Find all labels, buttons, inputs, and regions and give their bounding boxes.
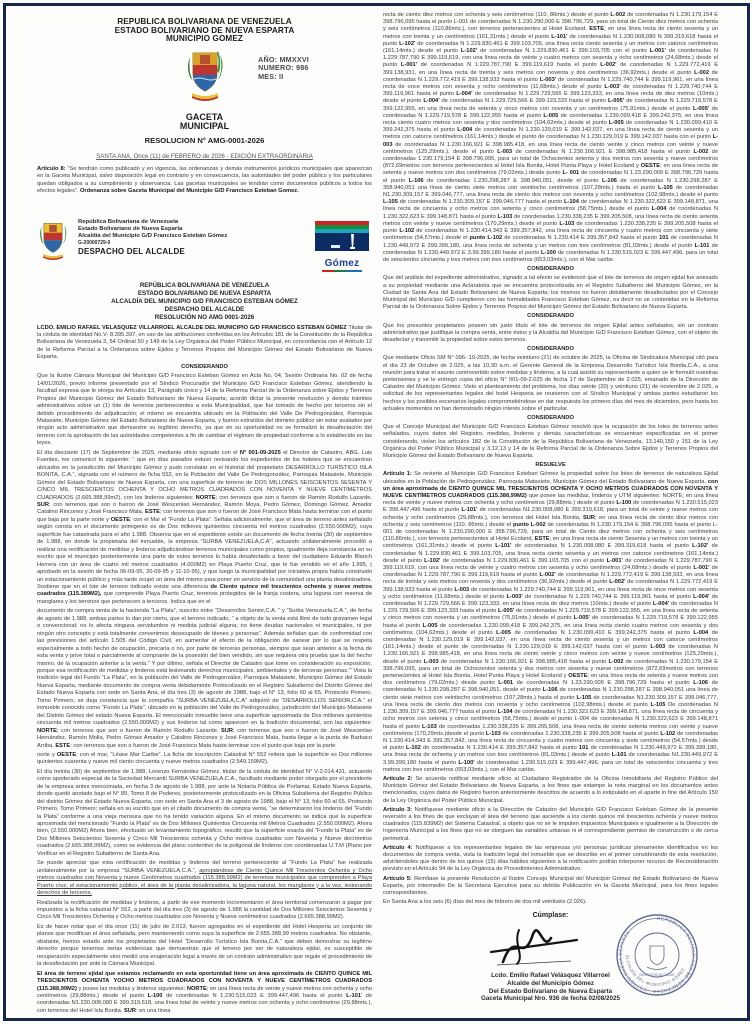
masthead bbox=[37, 18, 372, 44]
gaceta-title-line2: MUNICIPAL bbox=[179, 120, 230, 132]
signature-icon bbox=[473, 922, 603, 973]
body-paragraph: Que los presuntos propietarios poseen sin justo título el lote de terrenos de origen Ejidal antes señalados, sin un contrato administrativo que justifique la compra venta, entre éstos y la Alcaldía del Municipio G/D Francisco Esteban Gómez, con el objeto de desafectar y transmitir la propiedad sobre estos terrenos. bbox=[383, 322, 718, 343]
edition-dateline: SANTA ANA, Once (11) de FEBRERO de 2026 - EDICIÓN EXTRAORDINARIA bbox=[96, 152, 313, 160]
signatory-title1: Alcalde del Municipio Gómez bbox=[506, 979, 595, 987]
body-paragraph: Artículo 2: Se acuerda notificar mediante oficio al Ciudadano Registrador de la Oficina Inmobiliaria del Registro Público del Municipio Gómez del Estado Bolivariano de Nueva Esparta, a los fines que estampe la nota marginal en los documentos antes mencionados, cuyos datos de Registro fueron anteriormente descritos de acuerdo a lo estipulado en el aparte in fine del Artículo 150 de la Ley Orgánica del Poder Público Municipal. bbox=[383, 775, 718, 804]
seal-inner-text: ALCALDÍA DEL MUNICIPIO GÓMEZ bbox=[624, 955, 686, 988]
signatory-block bbox=[383, 972, 718, 1002]
section-heading: RESUELVE bbox=[535, 462, 566, 469]
doc-heading-republic: REPÚBLICA BOLIVARIANA DE VENEZUELA bbox=[139, 281, 270, 289]
gomez-logo-wordmark: Gómez bbox=[324, 257, 360, 269]
signatory-gazette-line: Gaceta Municipal Nro. 936 de fecha 02/08/2025 bbox=[481, 995, 620, 1003]
issue-number: NUMERO: 986 bbox=[258, 63, 309, 73]
masthead-republic: REPUBLICA BOLIVARIANA DE VENEZUELA bbox=[117, 16, 292, 27]
seal-center-text: DESPACHO ALCALDE bbox=[639, 973, 675, 978]
right-column bbox=[383, 12, 718, 1012]
letterhead-office: DESPACHO DEL ALCALDE bbox=[78, 247, 185, 257]
cumplase-label: Cúmplase: bbox=[532, 912, 569, 920]
body-paragraph: El día diecisiete (17) de Septiembre de 2025, mediante oficio signado con el N° 001-09-2025 el Director de Catastro, ABG. Luis Fuentes, me comunicó lo siguiente: “ que en días pasados estuvo revisando los expedientes de los hoteles que se encuentran ubicados en la jurisdicción del Municipio Gómez y pudo constatar en el historial del propietario DESARROLLO TURÍSTICO ISLA BONITA, C.A.”, signada con el número de ficha 552, en la Población del Valle De Pedrogonzález, Parroquia Matasiete, Municipio Gómez del Estado Bolivariano de Nueva Esparta, con una superficie de terreno de DOS MILLONES SEISCIENTOS SESENTA Y CINCO MIL TRESCIENTOS OCHENTA Y OCHO METROS CUADRADOS CON NOVENTA Y NUEVE CENTÍMETROS CUADRADOS (2.665.388,99m2), con los linderos siguientes: NORTE; con terrenos que son o fueron de Ramón Rodulfo Lazarde, SUR; con terrenos que son o fueron de José Wescenlao Hernández, Ramón Moya, Pedro Gómez, Domingo Gómez, Amador Catalino Rincones y José Francisco Mata, ESTE; con terrenos que son o fueron de José Francisco Mata hasta terminar con el punto que baja por la parte norte y OESTE; con el Mar el “Fundo La Plata”. Señala adicionalmente, que el área de terreno antes señalado según consta en el documento primigenio es de Dos millones quinientos cincuenta mil metros cuadrados (2.550.000M2), cuya superficie fue catastrada para el año 1.988. Observa que en el expediente existe un documento de fecha treinta (30) de septiembre de 1.988, en donde la propietaria del inmueble, la empresa “SURBA VENEZUELA,C.A”, actuando unilateralmente procedió a realizar una rectificación de medidas y linderos adjudicándose terrenos municipales como propios, igualmente deja constancia en su escrito que el municipio posteriormente una parte de estos terrenos lo había desafectado a favor del ciudadano Eduardo Blanch Herrera con un área de cuatro mil metros cuadrados (4.000M2) en Playa Puerto Cruz, que le fue vendido en el año 1.995, ( aprobado en la sesión de fecha 06-09-95, 20-09-95 y 11-10-95), y que luego la municipalidad por iniciativa propia había construido un estacionamiento público y más tarde ocupó un área del mismo para poner en servicio de la comunidad una planta desalinizadora. Sostiene que en el lote de terreno indicado existe una diferencia de Ciento quince mil trescientos ochenta y nueve metros cuadrados (115.389M2), que comprende Playa Puerto Cruz, terrenos protegidos de la franja costera, una laguna con reserva de manglares y los terrenos que pertenecen a terceros. Indica que en el bbox=[37, 449, 372, 605]
issue-month: MES: II bbox=[258, 71, 284, 81]
document-heading bbox=[37, 282, 372, 322]
doc-heading-state: ESTADO BOLIVARIANO DE NUEVA ESPARTA bbox=[137, 289, 272, 297]
body-paragraph: El día treinta (30) de septiembre de 1.988, Lorenzo Fernández Gómez, titular de la cédula de identidad N° V-2.014.431, actuando como apoderado especial de la Sociedad Mercantil SURBA VENEZUELA,C.A., facultado mediante poder otorgado por el presidente de la empresa antes mencionada, en fecha 3 de agosto de 1.988, por ante la Notaría Pública de Porlamar, Estado Nueva Esparta, donde quedó anotado bajo el N° 89, Tomo 8 de Poderes, posteriormente protocolizado en la Oficina Subalterna del Registro Público del distrito Gómez del Estado Nueva Esparta, con sede en Santa Ana el 3 de agosto de 1988, bajo el N° 13, folio 60 al 65, Protocolo Primero, Tomo Primero; señala en su escrito que en el citado documento de compra venta, “se determinaron los linderos del “Fundo la Plata” conforme a una vieja mensura que no ha tenido variación alguna. En el mismo documento se indica que la superficie aproximada del mencionado “Fundo la Plata” es de Dos Millones Quinientos Cincuenta mil Metros Cuadrados (2.550.000M2). Ahora bien, (2.550.000M2) Ahora bien, efectuado un levantamiento topográfico, resultó que la superficie exacta del “Fundo la Plata” es de Dos Millones Seiscientos Sesenta y Cinco Mil Trescientos ochenta y Ocho metros cuadrados con Noventa y Nueve decímetros cuadrados (2.665.388,99M2), como se evidencia del plano contentivo de la poligonal de linderos con coordenadas U.T.M (Plano por Verificar en el Registro Subalterno de Santa Ana. bbox=[37, 768, 372, 857]
body-paragraph: Artículo 1: Se revierte al Municipio G/D Francisco Esteban Gómez la propiedad sobre los lotes de terrenos de naturaleza Ejidal ubicados en la Población de Pedrogonzález, Parroquia Matasiete, Municipio Gómez del Estado Bolivariano de Nueva Esparta, con un área aproximada de CIENTO QUINCE MIL TRESCIENTOS OCHENTA Y OCHO METROS CUADRADOS CON NOVENTA Y NUEVE CENTÍMETROS CUADRADOS (115.388,99M2) que posee las medidas, linderos y UTM siguientes: NORTE; en una línea recta de veinte y nueve metros con ochenta y ocho centímetros (29,88mts.) desde el punto L-100 de coordenadas N 1.230.515,023 E 399.447,496 hasta el punto L-101' de coordenadas N1.230.008,080 E 399.319,618, para un total de veinte y nueve metros con ochenta y ocho centímetros (29,88mts.), con terrenos del Hotel Isla Bonita, SUR; en una línea recta de ciento diez metros con ochenta y seis centímetros (110, 86mts.) desde el punto L-002 de coordenadas N 1.230.179,154 E 398.796,095 hasta el punto L-001 de coordenadas N 1.230.290,000 E 358.796,729, para un total de Ciento diez metros con ochenta y seis centímetros (110,86mts.), con terrenos pertenecientes al Hotel Ecoland, ESTE; en una línea recta de ciento Sesenta y un metros con treinta y un centímetros (161,31mts.) desde el punto L-101' de coordenadas N 1.230.008,080 E 399.319,618 hasta el punto L-102' de coordenadas N 1.229.830,461 E 399.103,705, una línea recta ciento sesenta y un metros con catorce centímetros (161,14mts.) desde el punto L-102' de coordenadas N 1.229.830,461 E 399.103,705 con el punto L-001' de coordenadas N 1.229.787,790 E 399.119,619, con una línea recta de veinte y cuatro metros con sesenta y ocho centímetros (24,68mts.) desde el punto L-001' de coordenadas N 1.229.787,790 E 399.119,619 hasta el punto L-002' de coordenadas N 1.229.772,419 E 399.138,933, en una línea recta de treinta y seis metros con noventa y dos centímetros (36,92mts.) desde el punto L-002' de coordenadas N 1.229.772,419 E 399.138,933 hasta el punto L-003 de coordenadas N 1.229.740,744 E 399.119,961, en una línea recta de once metros con sesenta y ocho centímetros (11,68mts.) desde el punto L-003' de coordenadas N 1.229.740,744 E 399.119,961 hasta el punto L-004' de coordenadas N 1.229.729,566 E 399.123,333, en una línea recta de diez metros (10mts.) desde el punto L-004' de coordenadas N 1.229.729,566 E 399.123,333 hasta el punto L-005' de coordenadas N 1.229.719,578 E 399.122,955, en una línea recta de setenta y cinco metros con noventa y un centímetros (75,91mts.) desde el punto L-005' de coordenadas N 1.229.719,578 E 399.122,955 hasta el punto L-005 de coordenadas 1.230.099,418 E 399.242,375, en una línea recta ciento cuatro metros con sesenta y dos centímetros (104,62mts.) desde el punto L-005 de coordenadas N 1.230.099,410 E 399.242,375 hasta el punto L-004 de coordenadas N 1.230.129,019 E 399.142,037, en una línea recta de ciento sesenta y un metros con catorce centímetros (161,14mts.) desde el punto de coordenadas N 1.230.129,019 E 399.142,037 hasta con el punto L-003 de coordenadas N 1.230.166,921 E 398.985,418, en una línea recta de ciento veinte y cinco metros con veinte y nueve centímetros (125,29mts.), desde el punto L-003 de coordenadas N 1.230.166,921 E 398.985,418 hasta el punto L-002 de coordenadas N 1.230.179,154 E 398.796,095, para un total de Ochocientos setenta y dos metros con sesenta y nueve centímetros (872,69metros con terrenos pertenecientes al Hotel Isla Bonita, Hotel Punta Playa y Hotel Ecoland y OESTE; en una línea recta de setenta y nueve metros con dos centímetros (79,02mts.) desde punto L-001 de coordenadas N 1.23.290,009 E 398.796,729 hasta el punto L-106 de coordenadas N 1.230.298,287 E 398.940,051, desde el punto L-106 de coordenadas N 1.230.298,287 E 398.940,051 una línea de ciento siete metros con veintiocho centímetros (107,28mts.) hasta el punto L-105 de coordenadas N1.230.309,157 E 399.046,777, una línea recta de ciento dos metros con noventa y ocho centímetros (102,98mts.) desde el punto L-105 De coordenadas N 1.230.309,157 E 399.046,777 hasta el punto L-104 de coordenadas N 1.230.322,623 E 399.148,871, una línea recta de cincuenta y ocho metros con setenta y cinco centímetros (58,75mts.) desde el punto L-004 de coordenadas N 1.230.322,623 E 399.148,871 hasta el punto L-103 de coordenadas 1.230.338,235 E 399.205,508, una línea recta de ciento setenta metros con veinte y nueve centímetros (170,29mts.)desde el punto L-103 de coordenadas 1.230.338,235 E 399.205,508 hasta el punto L-102 de coordenadas N 1.230.414,343 E 399.357,842, una línea recta de cincuenta y cuatro metros con cincuenta y siete centímetros (54,57mts.) desde el punto L-102 de coordenadas N 1.230.414 E 399.357,842 hasta el punto 101 de coordenadas N 1.230.449,972 E 399.399,180, una línea recta de ochenta y un metros con tres centímetros (81,03mts.) desde el punto L-101 de coordenadas N1.230.449,972 E 3.99.399,180 hasta el punto L-100' de coordenadas 1.230.515,023 E 399.447,496, para un total de seiscientos cincuenta y tres metros con tres centímetros (653,03mts.), con el Mar caribe. bbox=[383, 471, 718, 773]
letterhead-republic: República Bolivariana de Venezuela bbox=[78, 219, 179, 226]
body-paragraph: Artículo 3: Notifíquese mediante oficio a la Dirección de Catastro del Municipio G/D Francisco Esteban Gómez de la presente reversión a los fines de que excluyan el área del terreno que asciende a los ciento quince mil trescientos ochenta y nueve metros cuadrados (115.839M2) del Sistema Catastral, a objeto que no se le imputen impuestos Municipales e igualmente a la Dirección de Ingeniería Municipal a los fines que no se otorguen las variables urbanas ni el correspondiente permiso de construcción o de cerca perimetral. bbox=[383, 806, 718, 842]
intro-article-8: Artículo 8: “Se tendrán como publicado y en vigencia, las ordenanzas y demás instrumentos jurídicos municipales que aparezcan en la Gaceta Municipal, salvo disposición legal en contrario y en consecuencia, las autoridades del poder público y los particulares quedan obligados a su cumplimiento y observancia. Las gacetas municipales se tendrán como documentos públicos a todos los efectos legales”. Ordenanza sobre Gaceta Municipal del Municipio G/D Francisco Esteban Gomez. bbox=[37, 166, 372, 195]
doc-heading-office: DESPACHO DEL ALCALDE bbox=[164, 305, 245, 313]
issue-info bbox=[258, 56, 309, 82]
right-body-text bbox=[383, 12, 718, 906]
body-paragraph: Que el Concejo Municipal del Municipio G/D Francisco Esteban Gómez resolvió que la ocupación de los lotes de terrenos antes señalados, cuyos datos del Registro, medidas, linderos y demás características se encuentran especificadas en el primer considerando, violan los artículos 182 de la Constitución de la República Bolivariana de Venezuela, 13,140,150 y 151 de la Ley Orgánica del Poder Público Municipal y 3,12,13 y 14 de la Reforma Parcial de la Ordenanza Sobre Ejidos y Terrenos Propios del Municipio Gómez del Estado Bolivariano de Nueva Esparta. bbox=[383, 424, 718, 459]
body-paragraph: Se puede apreciar que esta rectificación de medidas y linderos del terreno perteneciente al “Fundo La Plata” fue realizada unilateralmente por la empresa “SURBA VENEZUELA,C.A.”, apropiándose de Ciento Quince Mil Trescientos Ochenta y Ocho metros cuadrados con Noventa y nueve Centímetros cuadrados (115.388,99M2) de terrenos municipales que comprenden a Playa Puerto cruz, el estacionamiento público, el área de la planta desalinizadora, la laguna natural, los manglares y a la vez, lesionando derechos de terceros. bbox=[37, 860, 372, 897]
body-paragraph: El área de terreno ejidal que estamos reclamando en esta oportunidad tiene un área aproximada de CIENTO QUINCE MIL TRESCIENTOS OCHENTA YOCHO METROS CUADRADOS CON NOVENTA Y NUEVE CENTÍMETROS CUADRADOS (115.388,99M2) y posee las medidas y linderos siguientes: NORTE; en una línea recta de veinte y nueve metros con ochenta y ocho centímetros (29,88mts.) desde el punto L-100 de coordenadas N 1.230.515,023 E 399.447,496 hasta el punto L-101' de coordenadas N1.230.008,080 E 399.319,618, una línea total de veinte y nueve metros con ochenta y ocho centímetros (29,88mts.), con terrenos del Hotel Isla Bonita, SUR; en una línea bbox=[37, 970, 372, 1012]
body-paragraph: documento de compra venta de la hacienda “La Plata”, suscrito entre “Desarrollos Senior,C.A. ” y “Surba Venezuela,C.A.”, de fecha de agosto de 1.988, ambas partes lo dan por cierto, que el terreno indicado, “ a objeto de la venta está libre de todo gravamen legal o convencional; no lo afecta ninguna servidumbre ni medida judicial alguna; no tiene deudas nacionales ni municipales, ni por ningún otro concepto y está totalmente convenimos desocupado de bienes y personas”. Además señalan que: de conformidad con las previsiones del artículo 1.505 del Código Civil, en aumentar el efecto de la obligación de sanear por lo que se respeta especialmente a todo hecho de ocupación, precaria o no, por parte de terceras personas, siempre que sean anterior a la fecha de esta venta y prive total o parcialmente al comprante de la posesión del bien vendido, sin que requiera otra prueba que la del hecho mismo, de la ocupación anterior a la venta.” Y por último, señala el Director de Catastro que tome en consideración su exposición, porque esa rectificación de medidas y linderos está lesionando derechos municipales, ambientales y de terceras personas.“' Vista la tradición legal del Fundo “La Plata”, en la población del Valle de Pedrogonzález, Parroquia Matasiete, Municipio Gómez del Estado Nueva Esparta, mediante documento de compra venta debidamente Protocolizado en el Registro Subalterno del Distrito Gómez del Estado Nueva Esparta con sede en Santa Ana, el día tres (3) de agosto de 1988, bajo el N° 13, folio 60 al 65, Protocolo Primero, Tomo Primero, se deja constancia que la compañía “SURBA VENEZUELA,C.A” adquirió de “DESARROLLOS SENIOR,C.A.” el inmueble conocido como “Fundo La Plata”, ubicado en la población del Valle de Pedrogonzález, jurisdicción del Municipio Matasiete del Distrito Gómez del estado Nueva Esparta. El mencionado inmueble tiene una superficie aproximada de Dos millones quinientos cincuenta mil metros cuadrados (2.550.000M2) y sus linderos tal como aparecen en la tradición documental, son las siguientes: NORTE; con terrenos que son o fueron de Ramón Rodulfo Lazarde, SUR; con terrenos que son o fueron de José Wescenlao Hernández, Ramón Molla, Pedro Gómez Amador y Catalino Rincones y José Francisco Mata, hasta llegar a la punta de Barbaco Arriba, ESTE; con terrenos que son o fueron de José Francisco Mata hasta terminar con el punto que baja por la parte bbox=[37, 608, 372, 749]
body-paragraph: norte y OESTE; con el mar, “Léase Mar Caribe”. La ficha de inscripción Catastral N° 552 reitera que la superficie es Dos millones quinientos cuarenta y nueve mil ciento cincuenta y nueve metros cuadrados (2.549.159M2). bbox=[37, 751, 372, 766]
left-column bbox=[37, 12, 372, 1012]
body-paragraph: Artículo 5: Remítase la presente Resolución al Ilustre Concejo Municipal del Municipio Gómez del Estado Bolivariano de Nueva Esparta, por intermedio De la Secretaria Ejecutiva para su debida Publicación en la Gaceta Municipal, para los fines legales correspondientes. bbox=[383, 875, 718, 896]
section-heading: CONSIDERANDO bbox=[527, 414, 574, 421]
body-paragraph: En Santa Ana a los seis (6) días del mes de febrero de dos mil veintiséis (2.026). bbox=[383, 899, 587, 906]
section-heading: CONSIDERANDO bbox=[527, 266, 574, 273]
section-heading: CONSIDERANDO bbox=[527, 313, 574, 320]
seal-outer-text: REPÚBLICA BOLIVARIANA DE VENEZUELA · ESTADO NUEVA ESPARTA bbox=[617, 916, 696, 995]
section-heading: CONSIDERANDO bbox=[181, 363, 228, 370]
body-paragraph: Que del análisis del expediente administrativo, signado a tal efecto se evidenció que el lote de terrenos de origen ejidal fue anexado a su propiedad mediante una Aclaratoria que se encuentra protocolizada en el Registro Subalterno del Municipio Gómez, en la Ciudad de Santa Ana del Estado Bolivariano de Nueva Esparta; los mismos no fueron debidamente desafectados por el Concejo Municipal del Municipio G/D cumplieron con las formalidades Francisco Esteban Gómez, es decir no se contenidas en la Reforma Parcial de la Ordenanza Sobre Ejidos y Terrenos Propios del Municipio Gómez del Estado Bolivariano de Nueva Esparta. bbox=[383, 275, 718, 311]
doc-heading-resolution: RESOLUCIÓN NO AMG 0001-2026 bbox=[154, 313, 255, 321]
letterhead bbox=[37, 219, 372, 271]
gomez-logo bbox=[312, 221, 372, 271]
doc-heading-mayoralty: ALCALDÍA DEL MUNICIPIO G/D FRANCISCO ESTEBAN GÓMEZ bbox=[111, 297, 298, 305]
signature-zone bbox=[383, 910, 718, 1010]
body-paragraph: recta de ciento diez metros con ochenta y seis centímetros (110, 86mts.) desde el punto L-002 de coordenadas N 1.230.179,154 E 398.796,095 hasta el punto L-001 de coordenadas N 1.230.290,000 E 398.796,729, para un total de Ciento diez metros con ochenta y seis centímetros (110,86mts.), con terrenos pertenecientes al Hotel Ecoland, ESTE; en una línea recta de ciento sesenta y un metros con treinta y un centímetros (161,31mts.) desde el punto L-101' de coordenadas N 1.230.008,080 N 399.319,618 hasta el punto L-102' de coordenadas N 1.229.830,461 E 399.103,705, una línea recta ciento sesenta y un metros con catorce centímetros (161,14mts.) desde el punto L-102' de coordenadas N 1.229.830,461 E 399.103,705 con el punto L-001' de coordenadas N 1.229.787,790 E 399.119,619, con una línea recta de veinte y cuatro metros con sesenta y ocho centímetros (24,68mts.) desde el punto L-001' de coordenadas N 1.229.787,790 E 399.119,619 hasta el punto L-002' de coordenadas N 1.229.772,419 E 399.138,931, en una línea recta de treinta y seis metros con noventa y dos centímetros (36,92mts.) desde el punto L-002 de coordenadas N 1.229.772,419 E 399.138,933 hasta el punto L-003' de coordenadas N 1.229.740,744 E 399.119,961, en una línea recta de once metros con sesenta y ocho centímetros (11,68mts.) desde el punto L-003' de coordenadas N 1.229.740,744 E 399.119,961 hasta el punto L-004' de coordenadas N 1.229.729,566 E 399.123,333, en una línea recta de diez metros (10mts.) desde el punto L-004' de coordenadas N 1.229.729,566 E 399.123,333 hasta el punto L-005' de coordenadas N 1.229.719,578 E 399.122,955, en una línea recta de setenta y cinco metros con noventa y un centímetros (75,91mts.) desde el punto L-005' de coordenadas N 1.229.719,578 E 399.122,955 hasta el punto L-005 de coordenadas 1.230.099,418 E 399.242,375, en una línea recta ciento cuatro metros con sesenta y dos centímetros (104,62mts.) desde el punto L-005 de coordenadas N 1.230.099,410 E 399.242,375 hasta el punto L-004 de coordenadas N 1.230.129,019 E 399.142,037, en una línea recta de ciento sesenta y un metros con catorce centímetros (161,14mts.) desde el punto de coordenadas N 1.230.129,019 E 399.142,037 hasta con el punto L-003 de coordenadas N 1.230.166,921 E 398.985,418, en una línea recta de ciento veinte y cinco metros con veinte y nueve centímetros (125,29mts.), desde el punto L-003 de coordenadas N 1.230.166,921 E 398.985,418 hasta el punto L-002 de coordenadas 1.230.179,154 E 398.796,095, para un total de Ochocientos setenta y dos metros con sesenta y nueve centímetros (872,69metros con terrenos pertenecientes al Hotel Isla Bonita, Hotel Punta Playa y Hotel Ecoland y OESTE; en una línea recta de setenta y nueve metros con dos centímetros (79,02mts.) desde punto L- 001 de coordenadas N 1.23.290,009 E 398.796,729 hasta el punto L-106 de coordenadas 1.230.298,287 E 398.940,051, desde el punto L-106 de coordenadas N 1.230.298,287 E 358.940,051 una línea de ciento siete metros con veintiocho centímetros (107,28mts.) hasta el punto L-105 de coordenadas N1.230.309,157 E 399.046,777, una línea recta de ciento dos metros con noventa y ocho centímetros (102,98mts.) desde el punto L-105 de coordenadas N 1.230.309,157 E 399.046,777 hasta el punto L-104 de coordenadas N 1.230.322,623 E 399.148,871, una línea recta de cincuenta y ocho metros con setenta y cinco centímetros (58,75mts.) desde el punto L-004 de coordenadas N 1.230.322,623 E 399.148,871 hasta el punto L-103 de coordenadas 1.230.338,235 E 399.205,508, una línea recta de ciento setenta metros con veinte y nueve centímetros (170,29mts.) desde el punto L-103 de coordenadas 1.230.338,235 E 399.205,508 hasta el punto L-102 de coordenadas N 1.230.414,343 E 399.357,842, una línea recta de cincuenta y cuatro metros con cincuenta y siete centímetros (54,57mts.) desde el punto L-102 de coordenadas N 1.230.414 E 399.357,842 hasta el punto 101 de coordenadas N 1.230.449,972 E 399.399,180, una línea recta de ochenta y un metros con tres centímetros (81,03mts.) desde el punto L-101 de coordenadas N 1.230.449,972 E 3.99.399,180 hasta el punto L-100 de coordenadas N 1.230.515,023 E 399.447,496, para un total de seiscientos cincuenta y tres metros con tres centímetros (653,03mts.), con el Mar caribe. bbox=[383, 12, 718, 263]
letterhead-coat-of-arms-icon bbox=[37, 219, 69, 266]
masthead-state: ESTADO BOLIVARIANO DE NUEVA ESPARTA bbox=[114, 25, 295, 35]
body-paragraph: Es de hacer notar que el día once (11) de julio de 2.013, fueron agregados en el expediente del Hotel Hesperia un conjunto de planos que modifican el área señalada, pero manteniendo como suya la superficie de 2.655.388,99 metros cuadrados. No obstante, obstante, hemos estado ante los propietarios del Hotel “Desarrollo Turístico Isla Bonita,C.A.” que deben demostrar su legítimo derecho porque tenemos serias evidencias que demuestran que el terreno por ser de naturaleza ejidal, es susceptible de recuperación especialmente sino medió una enajenación legal a través de un contrato administrativo que regule el procedimiento de la desafectación por ante la Cámara Municipal. bbox=[37, 923, 372, 968]
body-paragraph: Que mediante Oficio SM N° 096- 10-2025, de fecha veintiuno (21) de octubre de 2025, la Oficina de Sindicatura Municipal citó para el día 23 de Octubre de 2.025, a las 10,30 a.m. el Gerente General de la Empresa Desarrollo Turístico Isla Bonita,C.A., a una reunión para tratar el asunto controvertido sobre medidas y linderos, a la cual asistió su representante a quien se le formuló nuestras pretensiones y se le entregó copia del oficio N° 001-09-2.025 de fecha 17 de Septiembre de 2.025, emanado de la Dirección de Catastro del Municipio Gómez. Visto el planteamiento del problema, los días veinte (20) y veintiuno (21) de noviembre de 2.025, a solicitud de los representantes legales del hotel Hesperia se reunieron con el Síndico Municipal y ambas partes estudiaron los hechos y los posibles escenarios legales comprometiéndose en dar respuesta los primero días del mes de diciembre, pero hasta los actuales momentos no han demostrado ningún interés sobre el particular. bbox=[383, 355, 718, 412]
resolution-title: RESOLUCION N° AMG-0001-2026 bbox=[144, 135, 265, 145]
signatory-name: Lcdo. Emilio Rafael Velásquez Villarroel bbox=[491, 972, 610, 980]
gaceta-title-line1: GACETA bbox=[185, 111, 224, 123]
body-paragraph: LCDO. EMILIO RAFAEL VELASQUEZ VILLARROEL ALCALDE DEL MUNICIPIO G/D FRANCISCO ESTEBAN GÓMEZ Titular de la cédula de identidad No.V- 8.395.397, en uso de las atribuciones conferidas en los Artículos 181 de la Constitución de la República Bolivariana de Venezuela 3, 54 Ordinal 50 y 149 de la Ley Orgánica del Poder Público Municipal, en concordancia con el Artículo 12 de la Reforma Parcial a la Ordenanza sobre Ejidos y Terrenos Propios del Municipio Gómez del Estado Bolivariano de Nueva Esparta. bbox=[37, 324, 372, 361]
coat-of-arms-icon bbox=[184, 47, 226, 108]
letterhead-state: Estado Bolivariano de Nueva Esparta bbox=[78, 226, 183, 233]
section-heading: CONSIDERANDO bbox=[527, 346, 574, 353]
issue-year: AÑO: MMXXVI bbox=[258, 54, 310, 64]
signatory-title2: Del Estado Bolivariano de Nueva Esparta bbox=[488, 987, 613, 995]
left-body-text bbox=[37, 325, 372, 1012]
body-paragraph: Realizada la rectificación de medidas y linderos, a partir de ese momento incrementaron el área territorial comenzaron a pagar por impuestos a la ficha catastral N° 552, a partir del día tres (3) de agosto de 1.988 la cantidad de Dos Millones Seiscientos Sesenta y Cinco Mil Trescientos Ochenta y Ocho metros cuadrados con Noventa y Nueve centímetros cuadrados (2.665.388,99M2). bbox=[37, 899, 372, 921]
body-paragraph: Que la ilustre Cámara Municipal del Municipio G/D Francisco Esteban Gómez en Acta No. 04, Sesión Ordinaria No. 02 de fecha 14/01/2026, previo informe presentado por el Síndico Procurador del Municipio G/D Francisco Esteban Gómez, atendiendo la facultad expresa que le otorga los Artículos 13, Parágrafo único y 14 de la Reforma Parcial de la Ordenanza sobre Ejidos y Terrenos Propios del Municipio Gómez del Estado Bolivariano de Nueva Esparta; acordó dictar la presente resolución y demás trámites administrativos sobre un (1) lote de terrenos pertenecientes a esta Municipalidad, que fue tomado de hecho por terceros sin el debido procedimiento de adjudicación; el mismo se encuentra ubicado en la Población del Valle De Pedrogonzález, Parroquia Matasiete, Municipio Gómez del Estado Bolivariano de Nueva Esparta, y fueron extraídos del dominio público sin estar avalados por ningún acto administrativo que demuestre su legítimo derecho, ya que en su oportunidad no se formalizó la desafectación del terreno con la aprobación de las autoridades competentes a fin de cambiar el régimen de propiedad conforme a lo establecido en las leyes. bbox=[37, 373, 372, 447]
masthead-municipality: MUNICIPIO GOMEZ bbox=[165, 33, 243, 44]
masthead-arms-row bbox=[37, 47, 372, 107]
letterhead-mayoralty: Alcaldía del Municipio G/D Francisco Estebán Gómez bbox=[78, 233, 228, 240]
letterhead-text bbox=[78, 219, 312, 256]
letterhead-rif: G-20000729-0 bbox=[78, 240, 111, 247]
gomez-logo-tagline bbox=[322, 270, 362, 272]
body-paragraph: Artículo 4: Notifíquese a los representantes legales de las empresas y/o personas jurídicas plenamente identificados en los documentos de compra venta, vista la tradición legal del inmueble que se describe en el primer considerando de esta resolución, advirtiéndoles que dentro de los quince (15) días hábiles siguientes a la notificación podrán interponer recurso de Reconsideración previsto en el Artículo 94 de la Ley Orgánica de Procedimientos Administrativo. bbox=[383, 844, 718, 873]
